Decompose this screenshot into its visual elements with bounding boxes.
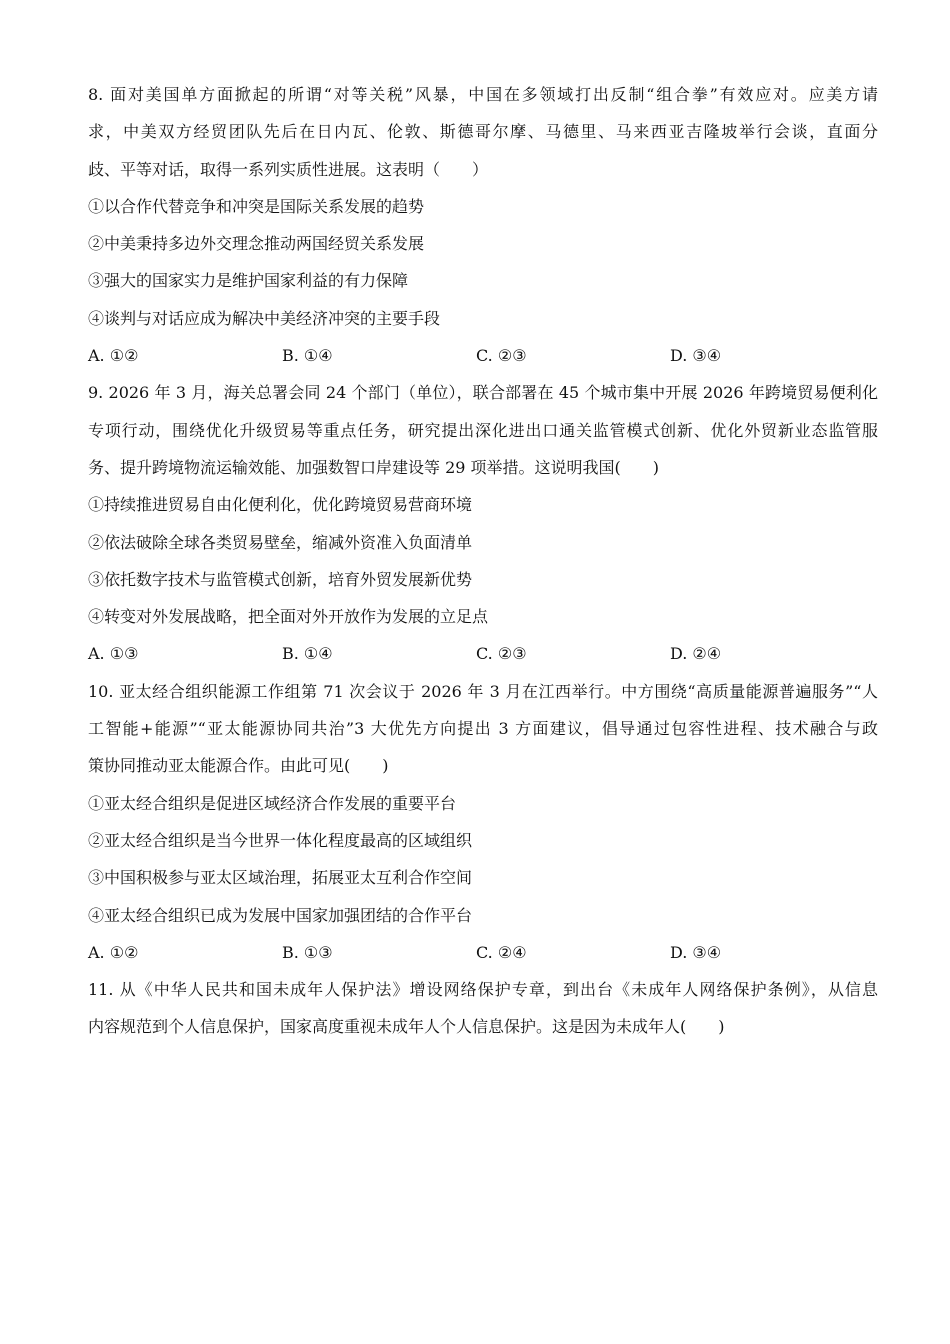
option-b: B. ①④ (282, 346, 333, 366)
option-a: A. ①② (88, 942, 139, 962)
statement-1: ①持续推进贸易自由化便利化，优化跨境贸易营商环境 (88, 495, 473, 515)
option-c: C. ②③ (476, 644, 527, 664)
option-c: C. ②③ (476, 346, 527, 366)
question-10 (88, 673, 878, 971)
statement-1: ①以合作代替竞争和冲突是国际关系发展的趋势 (88, 196, 425, 216)
question-stem-line: 歧、平等对话，取得一系列实质性进展。这表明（ ） (88, 159, 489, 179)
question-stem-line: 11. 从《中华人民共和国未成年人保护法》增设网络保护专章，到出台《未成年人网络保护条例》，从信息 (88, 980, 878, 1000)
answer-options (88, 934, 878, 971)
answer-options (88, 635, 878, 672)
statement-2: ②亚太经合组织是当今世界一体化程度最高的区域组织 (88, 830, 473, 850)
statement-3: ③依托数字技术与监管模式创新，培育外贸发展新优势 (88, 569, 473, 589)
option-b: B. ①③ (282, 942, 333, 962)
statement-3: ③强大的国家实力是维护国家利益的有力保障 (88, 271, 409, 291)
question-stem-line: 8. 面对美国单方面掀起的所谓“对等关税”风暴，中国在多领域打出反制“组合拳”有效应对。应美方请 (88, 85, 878, 104)
question-stem-line: 策协同推动亚太能源合作。由此可见( ) (88, 756, 389, 776)
question-9 (88, 374, 878, 672)
option-a: A. ①② (88, 346, 139, 366)
option-b: B. ①④ (282, 644, 333, 664)
question-stem-line: 求，中美双方经贸团队先后在日内瓦、伦敦、斯德哥尔摩、马德里、马来西亚吉隆坡举行会谈，直面分 (88, 122, 878, 142)
statement-2: ②依法破除全球各类贸易壁垒，缩减外资准入负面清单 (88, 532, 473, 552)
option-d: D. ②④ (670, 644, 722, 664)
statement-2: ②中美秉持多边外交理念推动两国经贸关系发展 (88, 234, 425, 254)
statement-4: ④转变对外发展战略，把全面对外开放作为发展的立足点 (88, 607, 489, 627)
option-d: D. ③④ (670, 942, 722, 962)
exam-page (88, 76, 878, 1046)
question-stem-line: 务、提升跨境物流运输效能、加强数智口岸建设等 29 项举措。这说明我国( ) (88, 457, 660, 477)
answer-options (88, 337, 878, 374)
option-a: A. ①③ (88, 644, 139, 664)
question-stem-line: 专项行动，围绕优化升级贸易等重点任务，研究提出深化进出口通关监管模式创新、优化外贸新业态监管服 (88, 420, 878, 440)
option-c: C. ②④ (476, 942, 527, 962)
statement-1: ①亚太经合组织是促进区域经济合作发展的重要平台 (88, 793, 457, 813)
question-stem-line: 9. 2026 年 3 月，海关总署会同 24 个部门（单位），联合部署在 45 个城市集中开展 2026 年跨境贸易便利化 (88, 383, 878, 403)
question-8 (88, 76, 878, 374)
question-11 (88, 971, 878, 1046)
statement-4: ④亚太经合组织已成为发展中国家加强团结的合作平台 (88, 905, 473, 925)
statement-3: ③中国积极参与亚太区域治理，拓展亚太互利合作空间 (88, 868, 473, 888)
option-d: D. ③④ (670, 346, 722, 366)
question-stem-line: 内容规范到个人信息保护，国家高度重视未成年人个人信息保护。这是因为未成年人( ) (88, 1017, 725, 1037)
question-stem-line: 工智能+能源”“亚太能源协同共治”3 大优先方向提出 3 方面建议，倡导通过包容性进程、技术融合与政 (88, 719, 878, 739)
question-stem-line: 10. 亚太经合组织能源工作组第 71 次会议于 2026 年 3 月在江西举行。中方围绕“高质量能源普遍服务”“人 (88, 681, 878, 701)
statement-4: ④谈判与对话应成为解决中美经济冲突的主要手段 (88, 308, 441, 328)
